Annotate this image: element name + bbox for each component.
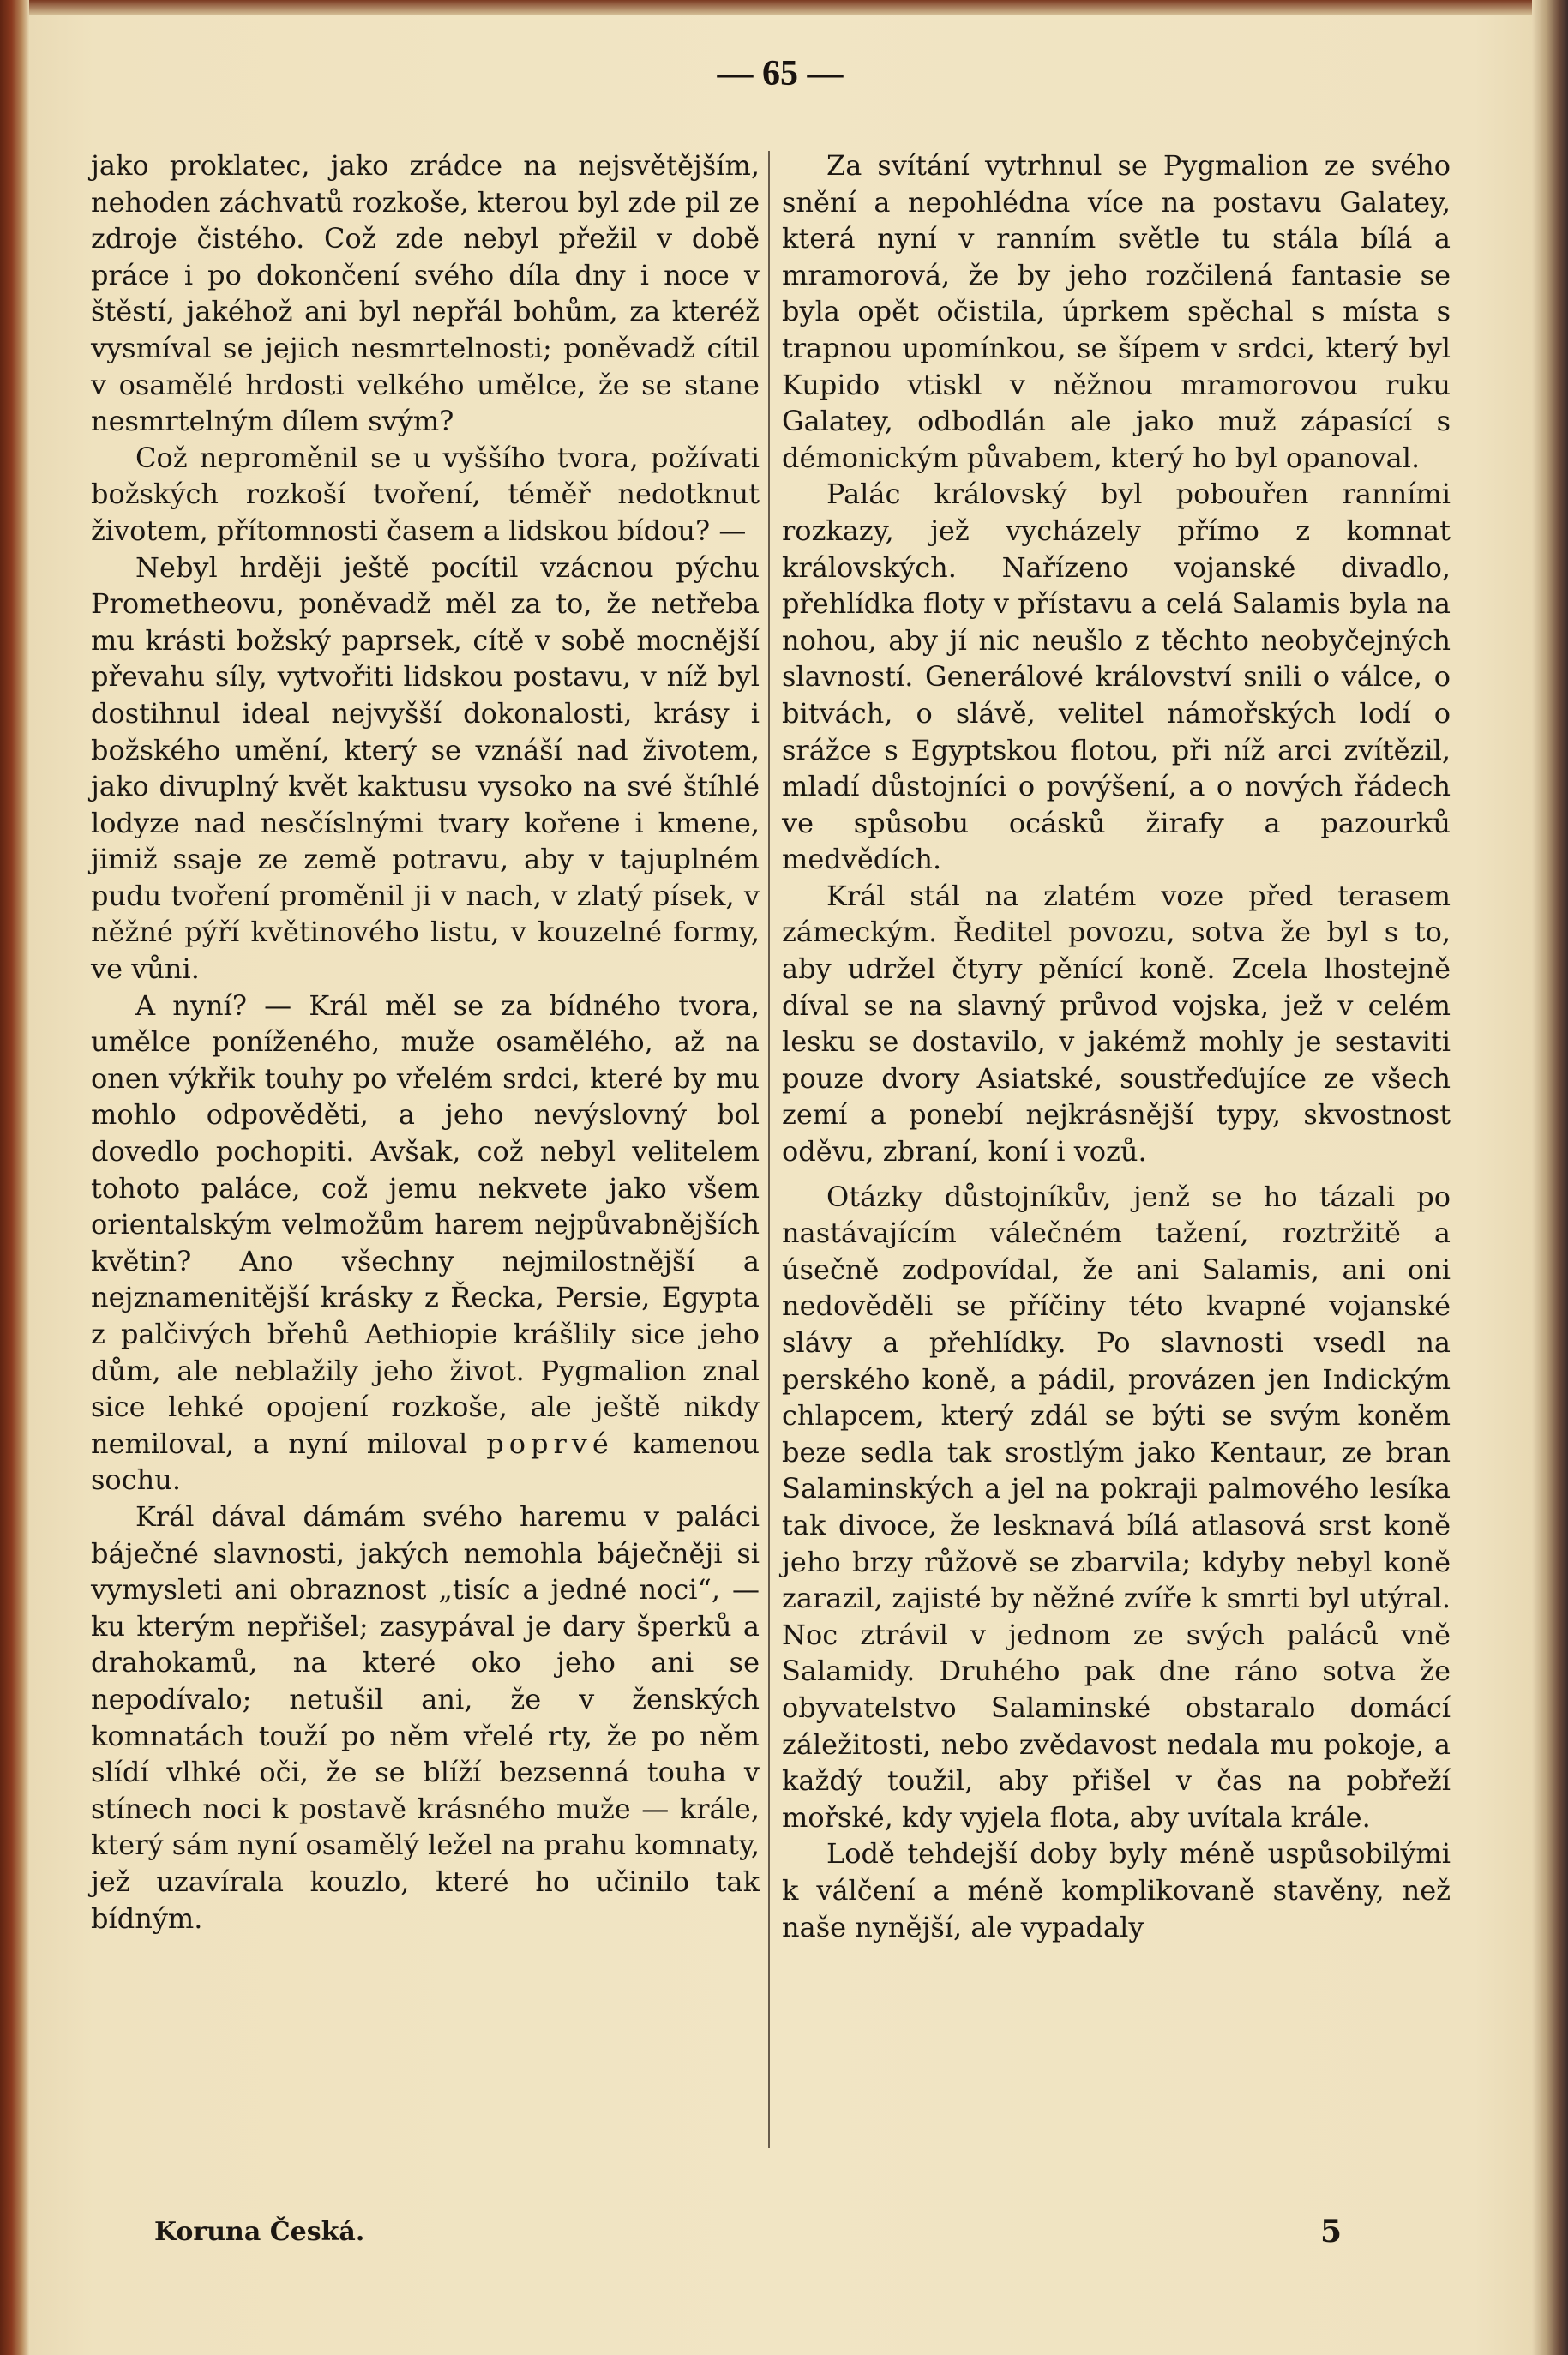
- column-divider: [768, 151, 770, 2148]
- signature-number: 5: [1320, 2214, 1343, 2250]
- left-paragraph-4: [91, 988, 760, 1499]
- book-spine-edge: [0, 0, 29, 2355]
- right-paragraph-2: Palác královský byl pobouřen ranními rozkazy, jež vycházely přímo z komnat královských. Nařízeno vojanské divadlo, přehlídka floty v přístavu a celá Salamis byla na nohou, aby jí nic neušlo z těchto neobyčejných slavností. Generálové království snili o válce, o bitvách, o slávě, velitel námořských lodí o srážce s Egyptskou flotou, při níž arci zvítězil, mladí důstojníci o povýšení, a o nových řádech ve spůsobu ocásků žirafy a pazourků medvědích.: [782, 478, 1451, 876]
- page-right-edge: [1532, 0, 1568, 2355]
- right-column: [782, 147, 1451, 1945]
- right-paragraph-4: Otázky důstojníkův, jenž se ho tázali po nastávajícím válečném tažení, roztržitě a úsečně zodpovídal, že ani Salamis, ani oni nedověděli se příčiny této kvapné vojanské slávy a přehlídky. Po slavnosti vsedl na perského koně, a pádil, provázen jen Indickým chlapcem, který zdál se býti se svým koněm beze sedla tak srostlým jako Kentaur, ze bran Salaminských a jel na pokraji palmového lesíka tak divoce, že lesknavá bílá atlasová srst koně jeho brzy růžově se zbarvila; kdyby nebyl koně zarazil, zajisté by něžné zvíře k smrti byl utýral. Noc ztrávil v jednom ze svých paláců vně Salamidy. Druhého pak dne ráno sotva že obyvatelstvo Salaminské obstaralo domácí záležitosti, nebo zvědavost nedala mu pokoje, a každý toužil, aby přišel v čas na pobřeží mořské, kdy vyjela flota, aby uvítala krále.: [782, 1180, 1451, 1834]
- left-paragraph-1: jako proklatec, jako zrádce na nejsvětějším, nehoden záchvatů rozkoše, kterou byl zde pil ze zdroje čistého. Což zde nebyl přežil v době práce i po dokončení svého díla dny i noce v štěstí, jakéhož ani byl nepřál bohům, za kteréž vysmíval se jejich nesmrtelnosti; poněvadž cítil v osamělé hrdosti velkého umělce, že se stane nesmrtelným dílem svým?: [91, 149, 760, 438]
- page-number: — 65 —: [717, 54, 844, 93]
- left-column: [91, 147, 760, 1937]
- right-paragraph-1: Za svítání vytrhnul se Pygmalion ze svého snění a nepohlédna více na postavu Galatey, která nyní v ranním světle tu stála bílá a mramorová, že by jeho rozčilená fantasie se byla opět očistila, úprkem spěchal s místa s trapnou upomínkou, se šípem v srdci, který byl Kupido vtiskl v něžnou mramorovou ruku Galatey, odbodlán ale jako muž zápasící s démonickým půvabem, který ho byl opanoval.: [782, 149, 1451, 474]
- emphasized-word: poprvé: [486, 1427, 614, 1460]
- left-paragraph-2: Což neproměnil se u vyššího tvora, požívati božských rozkoší tvoření, téměř nedotknut životem, přítomnosti časem a lidskou bídou? —: [91, 441, 760, 547]
- left-paragraph-4-text: A nyní? — Král měl se za bídného tvora, umělce poníženého, muže osamělého, až na onen výkřik touhy po vřelém srdci, které by mu mohlo odpověděti, a jeho nevýslovný bol dovedlo pochopiti. Avšak, což nebyl velitelem tohoto paláce, což jemu nekvete jako všem orientalským velmožům harem nejpůvabnějších květin? Ano všechny nejmilostnější a nejznamenitější krásky z Řecka, Persie, Egypta z palčivých břehů Aethiopie krášlily sice jeho dům, ale neblažily jeho život. Pygmalion znal sice lehké opojení rozkoše, ale ještě nikdy nemiloval, a nyní miloval: [91, 988, 760, 1460]
- right-paragraph-5: Lodě tehdejší doby byly méně uspůsobilými k válčení a méně komplikovaně stavěny, než naše nynější, ale vypadaly: [782, 1837, 1451, 1943]
- right-paragraph-3: Král stál na zlatém voze před terasem zámeckým. Ředitel povozu, sotva že byl s to, aby udržel čtyry pěnící koně. Zcela lhostejně díval se na slavný průvod vojska, jež v celém lesku se dostavilo, v jakémž mohly je sestaviti pouze dvory Asiatské, soustřeďujíce ze všech zemí a ponebí nejkrásnější typy, skvostnost oděvu, zbraní, koní i vozů.: [782, 879, 1451, 1168]
- left-paragraph-3: Nebyl hrději ještě pocítil vzácnou pýchu Prometheovu, poněvadž měl za to, že netřeba mu krásti božský paprsek, cítě v sobě mocnější převahu síly, vytvořiti lidskou postavu, v níž byl dostihnul ideal nejvyšší dokonalosti, krásy i božského umění, který se vznáší nad životem, jako divuplný květ kaktusu vysoko na své štíhlé lodyze nad nesčíslnými tvary kořene i kmene, jimiž ssaje ze země potravu, aby v tajuplném pudu tvoření proměnil ji v nach, v zlatý písek, v něžné pýří květinového listu, v kouzelné formy, ve vůni.: [91, 550, 760, 986]
- left-paragraph-5: Král dával dámám svého haremu v paláci báječné slavnosti, jakých nemohla báječněji si vymysleti ani obraznost „tisíc a jedné noci“, — ku kterým nepřišel; zasypával je dary šperků a drahokamů, na které oko jeho ani se nepodívalo; netušil ani, že v ženských komnatách touží po něm vřelé rty, že po něm slídí vlhké oči, že se blíží bezsenná touha v stínech noci k postavě krásného muže — krále, který sám nyní osamělý ležel na prahu komnaty, jež uzavírala kouzlo, které ho učinilo tak bídným.: [91, 1499, 760, 1935]
- left-paragraph-4-end: kamenou sochu.: [91, 1427, 760, 1497]
- signature-mark: Koruna Česká.: [154, 2217, 365, 2247]
- page-top-edge: [0, 0, 1568, 15]
